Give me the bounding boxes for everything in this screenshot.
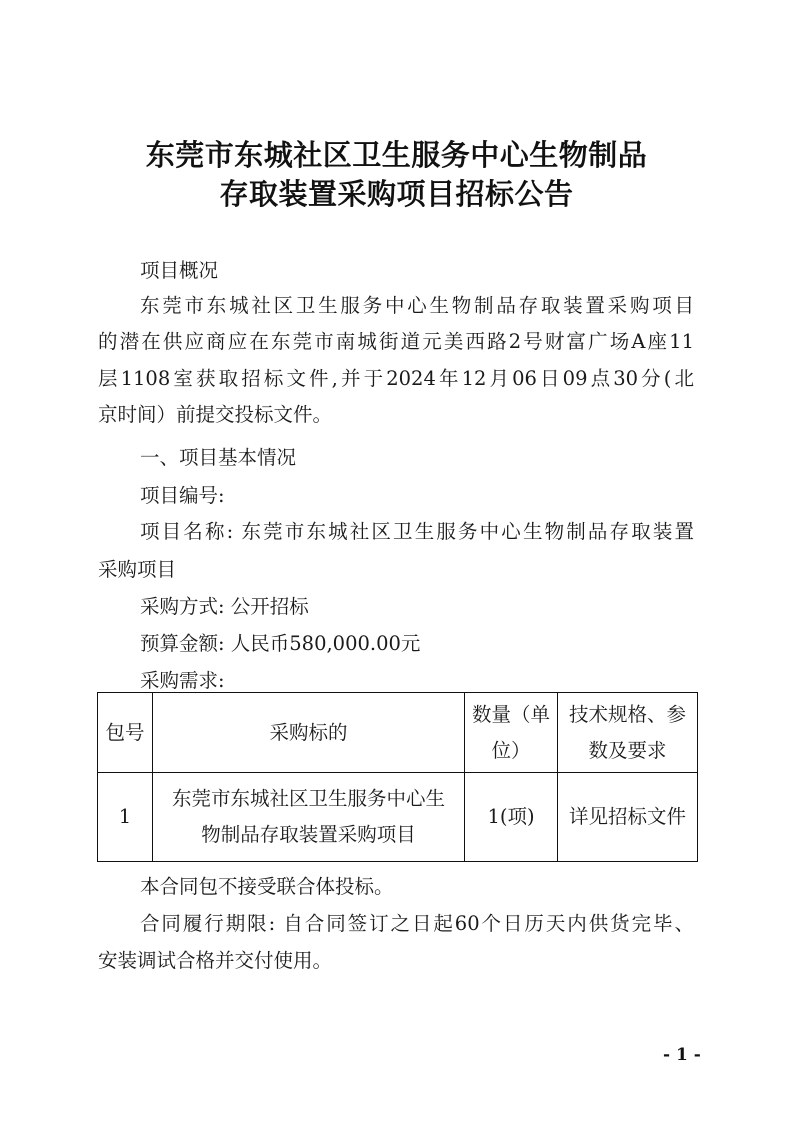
procurement-method: 采购方式: 公开招标 — [140, 595, 309, 618]
requirements-table — [97, 692, 698, 862]
project-name-line-2: 采购项目 — [98, 558, 177, 581]
page-number: - 1 - — [663, 1045, 701, 1065]
procurement-demand: 采购需求: — [140, 669, 225, 692]
header-spec — [558, 693, 698, 773]
table-row — [98, 773, 698, 862]
header-spec-line-1: 技术规格、参 — [568, 702, 686, 726]
header-quantity-line-2: 位） — [491, 738, 531, 762]
overview-heading: 项目概况 — [140, 259, 219, 282]
section1-heading: 一、项目基本情况 — [140, 446, 297, 469]
project-name-line-1: 项目名称: 东莞市东城社区卫生服务中心生物制品存取装置 — [140, 520, 694, 543]
header-subject: 采购标的 — [153, 693, 465, 773]
overview-line-1: 东莞市东城社区卫生服务中心生物制品存取装置采购项目 — [140, 294, 694, 317]
project-number: 项目编号: — [140, 484, 225, 507]
cell-subject — [153, 773, 465, 862]
cell-subject-line-2: 物制品存取装置采购项目 — [201, 823, 416, 846]
overview-line-2: 的潜在供应商应在东莞市南城街道元美西路2号财富广场A座11 — [98, 330, 694, 353]
table-header-row — [98, 693, 698, 773]
overview-line-3: 层1108室获取招标文件,并于2024年12月06日09点30分(北 — [98, 367, 694, 390]
budget-amount: 预算金额: 人民币580,000.00元 — [140, 632, 421, 655]
cell-quantity: 1(项) — [465, 773, 558, 862]
title-line-1: 东莞市东城社区卫生服务中心生物制品 — [145, 138, 648, 172]
cell-subject-line-1: 东莞市东城社区卫生服务中心生 — [171, 787, 445, 810]
cell-spec: 详见招标文件 — [558, 773, 698, 862]
header-package-no: 包号 — [98, 693, 153, 773]
consortium-note: 本合同包不接受联合体投标。 — [140, 875, 394, 898]
header-quantity-line-1: 数量（单 — [471, 702, 550, 726]
overview-line-4: 京时间）前提交投标文件。 — [98, 403, 333, 426]
header-quantity — [465, 693, 558, 773]
contract-period-line-2: 安装调试合格并交付使用。 — [98, 949, 333, 972]
contract-period-line-1: 合同履行期限: 自合同签订之日起60个日历天内供货完毕、 — [140, 912, 694, 935]
title-line-2: 存取装置采购项目招标公告 — [219, 177, 574, 211]
cell-package-no: 1 — [98, 773, 153, 862]
header-spec-line-2: 数及要求 — [588, 738, 667, 762]
